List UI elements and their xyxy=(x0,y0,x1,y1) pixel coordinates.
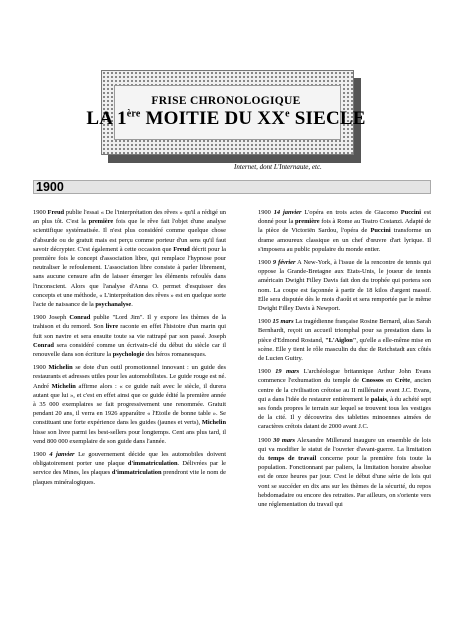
entry-immatriculation: 1900 4 janvier Le gouvernement décide que les automobiles doivent obligatoirement porter une plaque d'immatriculation. Délivrées par le service des Mines, les plaques d'immatriculation prendront vite le nom de plaques minéralogiques. xyxy=(33,451,226,486)
left-column xyxy=(33,208,226,491)
entry-sarah-bernhardt: 1900 15 mars La tragédienne française Rosine Bernard, alias Sarah Bernhardt, reçoit un accueil triomphal pour sa prestation dans la pièce d'Edmond Rostand, "L'Aiglon", qu'elle a elle-même mise en scène. Elle y tient le rôle masculin du duc de Reichstadt aux côtés de Lucien Guitry. xyxy=(258,318,431,363)
year-heading xyxy=(33,180,431,194)
caption: Internet, dont L'Internaute, etc. xyxy=(234,163,322,171)
entry-freud: 1900 Freud publie l'essai « De l'interprétation des rêves » qu'il a rédigé un an plus tôt. C'est la première fois que le rêve fait l'objet d'une analyse scientifique systématisée. Il n'est plus considéré comme quelque chose d'absurde ou de gratuit mais est perçu comme porteur d'un sens qu'il faut savoir décrypter. C'est également à cette occasion que Freud décrit pour la première fois le concept d'association libre, qui remplace l'hypnose pour neutraliser le refoulement. L'association libre consiste à parler librement, sans aucune censure afin de laisser émerger les éléments refoulés dans l'inconscient. Alors que l'analyse d'Anna O. permet d'esquisser des concepts et une méthode, « L'interprétation des rêves » est en quelque sorte l'acte de naissance de la psychanalyse. xyxy=(33,209,226,309)
right-column xyxy=(258,208,431,513)
entry-michelin: 1900 Michelin se dote d'un outil promotionnel innovant : un guide des restaurants et adresses utiles pour les automobilistes. Le guide rouge est né. André Michelin affirme alors : « ce guide naît avec le siècle, il durera autant que lui », et c'est en effet ainsi que ce guide édité la première année à 35 000 exemplaires se fait progressivement une renommée. Gratuit pendant 20 ans, il verra en 1926 apparaître « l'Etoile de bonne table ». Se constituant une forte expérience dans les guides (jaunes et verts), Michelin hisse son livre parmi les best-sellers pour longtemps. Cent ans plus tard, il vend 800 000 exemplaire de son guide dans l'année. xyxy=(33,364,226,445)
entry-puccini: 1900 14 janvier L'opéra en trois actes de Giacomo Puccini est donné pour la première fois à Rome au Teatro Costanzi. Adapté de la pièce de Victoriën Sardou, l'opéra de Puccini transforme un drame amoureux classique en un chef d'œuvre d'art lyrique. Il s'imposera au public populaire du monde entier. xyxy=(258,209,431,253)
title-line2: LA 1ère MOITIE DU XXe SIECLE xyxy=(86,108,366,129)
title-line1: FRISE CHRONOLOGIQUE xyxy=(151,95,301,107)
entry-cnossos: 1900 19 mars L'archéologue britannique Arthur John Evans commence l'exhumation du temple de Cnossos en Crète, ancien centre de la civilisation crétoise au II millénaire avant J.C. Evans, qui a dans l'idée de restaurer entièrement le palais, à du achété sept ses fonds propres le terrain sur lequel se trouvent tous les vestiges de la cité. Il y découvrira des tablettes minoennes aimées de caractères crétois datant de 2000 avant J.C. xyxy=(258,368,432,431)
entry-conrad: 1900 Joseph Conrad publie "Lord Jim". Il y expore les thèmes de la trahison et du remord. Son livre raconte en effet l'histoire d'un marin qui fuit son navire et sera ensuite toute sa vie rattrapé par son passé. Joseph Conrad sera considéré comme un écrivain-clé du début du siècle car il renouvelle dans son écriture la psychologie des héros romanesques. xyxy=(33,314,227,359)
entry-davis-cup: 1900 9 février A New-York, à l'issue de la rencontre de tennis qui oppose la Grande-Bretagne aux Etats-Unis, le joueur de tennis américain Dwight Filley Davis fait don du trophée qui portera son nom. La coupe est façonnée à partir de 18 kilos d'argent massif. Elle sera disputée dès le mois d'août et sera remportée par le même Dwight Filley Davis à Newport. xyxy=(258,259,431,313)
entry-millerand: 1900 30 mars Alexandre Millerand inaugure un ensemble de lois qui va modifier le statut de l'ouvrier d'avant-guerre. La limitation du temps de travail concerne pour la première fois toute la population. Fonctionnant par paliers, la limitation horaire absolue est de onze heures par jour. C'est le début d'une série de lois qui vont se succéder en dix ans sur les thèmes de la sécurité, du repos hebdomadaire ou encore des retraites. Par ailleurs, on s'oriente vers une réglementation du travail qui xyxy=(258,436,431,509)
year-label: 1900 xyxy=(36,180,64,194)
